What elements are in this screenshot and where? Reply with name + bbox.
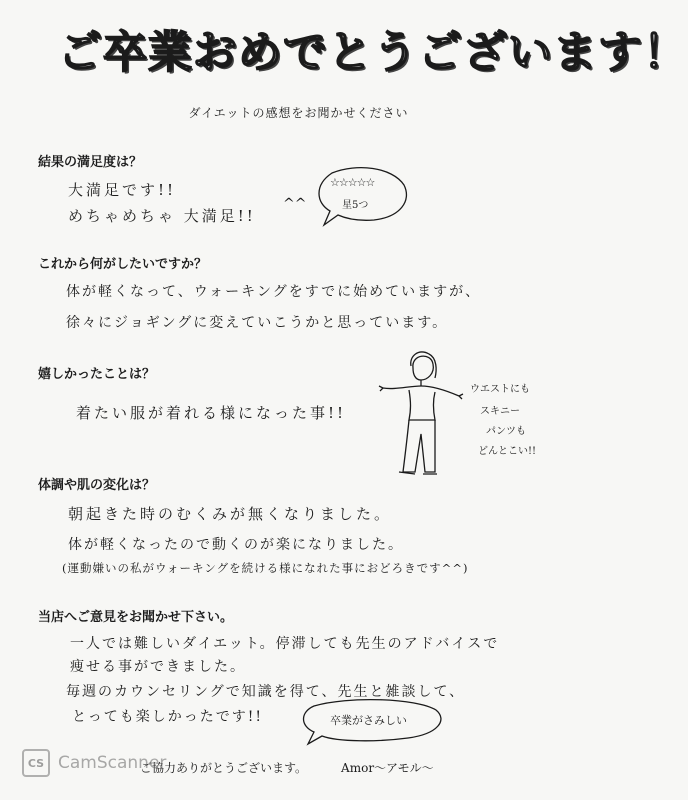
smile-face: ^^ [283, 196, 307, 212]
question-happy: 嬉しかったことは？ [38, 367, 156, 382]
footer-thanks: ご協力ありがとうございます。 [140, 761, 308, 775]
answer-future-2: 徐々にジョギングに変えていこうかと思っています。 [66, 315, 449, 331]
scanner-watermark [22, 748, 166, 778]
answer-body-2: 体が軽くなったので動くのが楽になりました。 [68, 537, 404, 553]
answer-body-1: 朝起きた時のむくみが無くなりました。 [68, 505, 393, 523]
camscanner-logo-icon: CS [22, 749, 50, 777]
title-block [58, 16, 688, 86]
answer-satisfaction-1: 大満足です!! [68, 181, 177, 199]
question-future-plans: これから何がしたいですか？ [38, 257, 208, 272]
side-note-2: スキニー [480, 406, 520, 417]
footer-brand: Amor〜アモル〜 [341, 761, 434, 775]
answer-feedback-2: 痩せる事ができました。 [70, 659, 246, 675]
answer-happy-1: 着たい服が着れる様になった事!! [76, 404, 347, 422]
bubble-lonely-text: 卒業がさみしい [330, 714, 407, 727]
watermark-text: CamScanner [58, 753, 167, 773]
question-satisfaction: 結果の満足度は？ [38, 155, 143, 170]
bubble-stars: ☆☆☆☆☆ [330, 176, 375, 189]
woman-drawing [375, 350, 465, 480]
page-title: ご卒業おめでとうございます！ [58, 27, 688, 78]
page-subtitle: ダイエットの感想をお聞かせください [188, 106, 409, 120]
answer-satisfaction-2: めちゃめちゃ 大満足!! [68, 207, 256, 225]
answer-feedback-1: 一人では難しいダイエット。停滞しても先生のアドバイスで [70, 636, 500, 652]
side-note-4: どんとこい!! [478, 446, 537, 457]
question-body-changes: 体調や肌の変化は？ [38, 478, 156, 493]
answer-feedback-4: とっても楽しかったです!! [72, 709, 263, 725]
footer [140, 759, 434, 776]
side-note-1: ウエストにも [470, 384, 530, 395]
bubble-five-stars-label: 星5つ [342, 200, 369, 211]
answer-future-1: 体が軽くなって、ウォーキングをすでに始めていますが、 [66, 284, 482, 300]
question-feedback: 当店へご意見をお聞かせ下さい。 [38, 610, 234, 625]
answer-feedback-3: 毎週のカウンセリングで知識を得て、先生と雑談して、 [66, 684, 466, 700]
answer-body-3: (運動嫌いの私がウォーキングを続ける様になれた事におどろきです^^) [62, 561, 469, 575]
side-note-3: パンツも [486, 426, 526, 437]
